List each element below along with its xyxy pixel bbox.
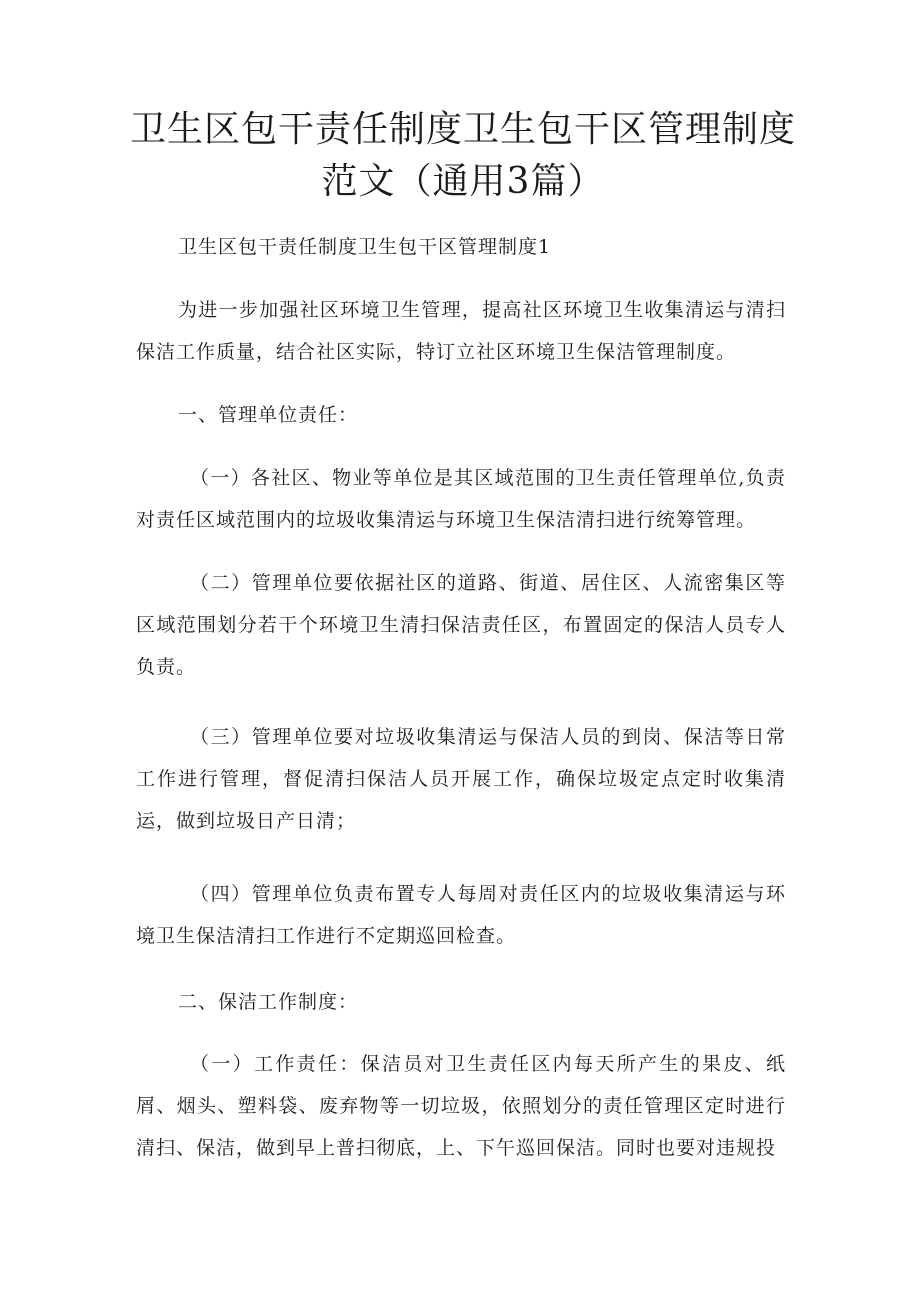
- heading-cleaning-system: 二、保洁工作制度：: [178, 991, 359, 1013]
- section-heading-1: 卫生区包干责任制度卫生包干区管理制度1: [178, 236, 552, 258]
- paragraph-item-2: （二）管理单位要依据社区的道路、街道、居住区、人流密集区等区域范围划分若干个环境卫生清扫保洁责任区，布置固定的保洁人员专人负责。: [136, 572, 786, 678]
- paragraph-item-4: （四）管理单位负责布置专人每周对责任区内的垃圾收集清运与环境卫生保洁清扫工作进行不定期巡回检查。: [136, 883, 786, 947]
- paragraph-item-1: （一）各社区、物业等单位是其区域范围的卫生责任管理单位,负责对责任区域范围内的垃圾收集清运与环境卫生保洁清扫进行统筹管理。: [136, 467, 786, 531]
- document-title: 卫生区包干责任制度卫生包干区管理制度范文（通用3篇）: [129, 109, 796, 202]
- paragraph-item-3: （三）管理单位要对垃圾收集清运与保洁人员的到岗、保洁等日常工作进行管理，督促清扫保洁人员开展工作，确保垃圾定点定时收集清运，做到垃圾日产日清；: [136, 726, 786, 832]
- paragraph-intro: 为进一步加强社区环境卫生管理，提高社区环境卫生收集清运与清扫保洁工作质量，结合社区实际，特订立社区环境卫生保洁管理制度。: [136, 299, 786, 363]
- heading-management-responsibility: 一、管理单位责任：: [178, 404, 359, 426]
- paragraph-work-responsibility: （一）工作责任：保洁员对卫生责任区内每天所产生的果皮、纸屑、烟头、塑料袋、废弃物等一切垃圾，依照划分的责任管理区定时进行清扫、保洁，做到早上普扫彻底，上、下午巡回保洁。同时也要对违规投: [136, 1053, 786, 1159]
